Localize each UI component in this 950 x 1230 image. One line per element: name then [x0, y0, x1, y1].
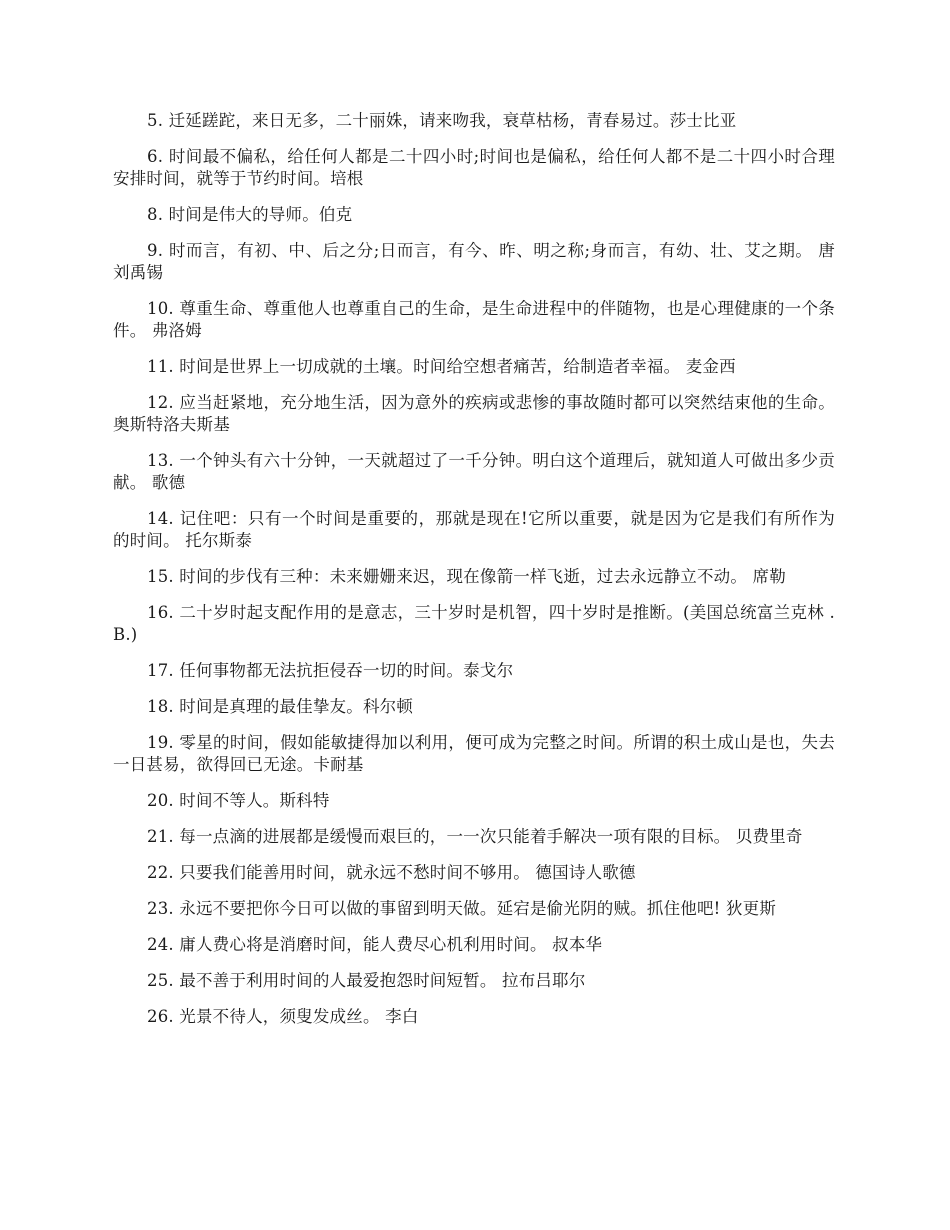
quote-paragraph: 14. 记住吧：只有一个时间是重要的，那就是现在!它所以重要，就是因为它是我们有所作为的时间。 托尔斯泰	[113, 509, 835, 550]
quote-paragraph: 5. 迁延蹉跎，来日无多，二十丽姝，请来吻我，衰草枯杨，青春易过。莎士比亚	[147, 111, 737, 130]
quote-paragraph: 6. 时间最不偏私，给任何人都是二十四小时;时间也是偏私，给任何人都不是二十四小时合理安排时间，就等于节约时间。培根	[113, 147, 835, 188]
quote-paragraph: 15. 时间的步伐有三种：未来姗姗来迟，现在像箭一样飞逝，过去永远静立不动。 席勒	[147, 567, 786, 586]
quote-paragraph: 13. 一个钟头有六十分钟，一天就超过了一千分钟。明白这个道理后，就知道人可做出多少贡献。 歌德	[113, 451, 835, 492]
document-page	[113, 110, 835, 1042]
quote-paragraph: 12. 应当赶紧地，充分地生活，因为意外的疾病或悲惨的事故随时都可以突然结束他的生命。 奥斯特洛夫斯基	[113, 393, 835, 434]
quote-paragraph: 8. 时间是伟大的导师。伯克	[147, 205, 353, 224]
quote-paragraph: 10. 尊重生命、尊重他人也尊重自己的生命，是生命进程中的伴随物，也是心理健康的一个条件。 弗洛姆	[113, 299, 835, 340]
quote-paragraph: 17. 任何事物都无法抗拒侵吞一切的时间。泰戈尔	[147, 661, 514, 680]
quote-paragraph: 11. 时间是世界上一切成就的土壤。时间给空想者痛苦，给制造者幸福。 麦金西	[147, 357, 736, 376]
quote-paragraph: 16. 二十岁时起支配作用的是意志，三十岁时是机智，四十岁时是推断。(美国总统富兰克林 . B.)	[113, 603, 835, 644]
quote-paragraph: 23. 永远不要把你今日可以做的事留到明天做。延宕是偷光阴的贼。抓住他吧! 狄更斯	[147, 899, 777, 918]
quote-paragraph: 24. 庸人费心将是消磨时间，能人费尽心机利用时间。 叔本华	[147, 935, 603, 954]
quote-paragraph: 20. 时间不等人。斯科特	[147, 791, 330, 810]
quote-paragraph: 26. 光景不待人，须叟发成丝。 李白	[147, 1007, 419, 1026]
quote-paragraph: 22. 只要我们能善用时间，就永远不愁时间不够用。 德国诗人歌德	[147, 863, 636, 882]
quote-paragraph: 9. 时而言，有初、中、后之分;日而言，有今、昨、明之称;身而言，有幼、壮、艾之期。 唐刘禹锡	[113, 241, 835, 282]
quote-paragraph: 19. 零星的时间，假如能敏捷得加以利用，便可成为完整之时间。所谓的积土成山是也，失去一日甚易，欲得回已无途。卡耐基	[113, 733, 835, 774]
quote-paragraph: 21. 每一点滴的进展都是缓慢而艰巨的，一一次只能着手解决一项有限的目标。 贝费里奇	[147, 827, 803, 846]
quote-paragraph: 25. 最不善于利用时间的人最爱抱怨时间短暂。 拉布吕耶尔	[147, 971, 586, 990]
quote-paragraph: 18. 时间是真理的最佳挚友。科尔顿	[147, 697, 414, 716]
